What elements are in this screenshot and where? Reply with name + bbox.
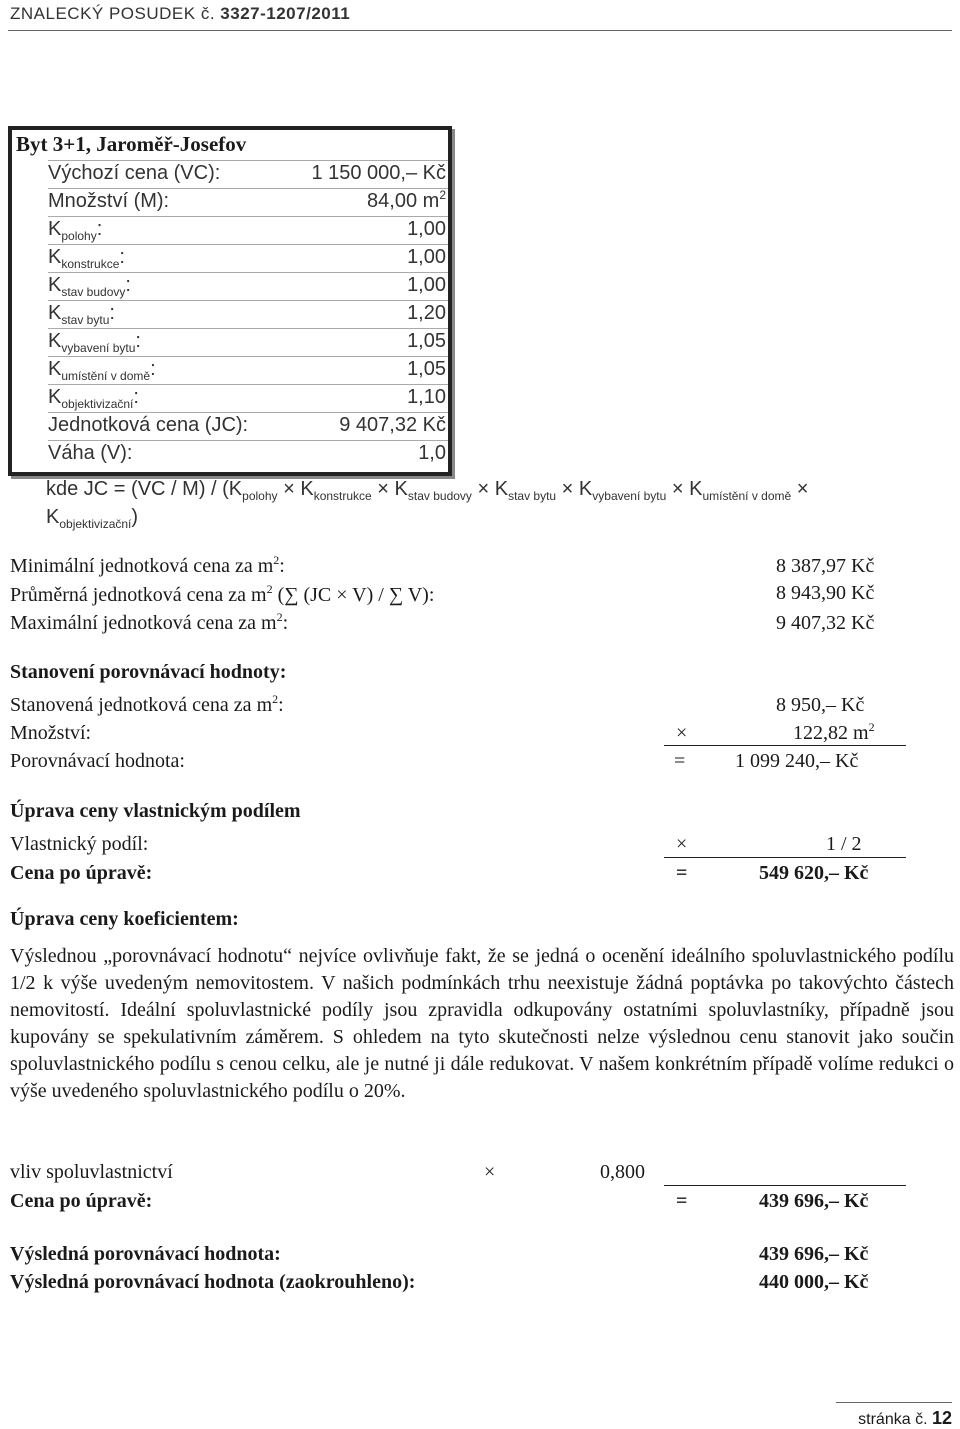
box-row — [48, 160, 448, 189]
box-row — [48, 328, 448, 357]
box-row — [48, 300, 448, 329]
comparative-value-operator: = — [674, 750, 686, 772]
box-row-label: Váha (V): — [48, 442, 133, 464]
box-row — [48, 440, 448, 469]
share-value: 1 / 2 — [826, 833, 862, 855]
adjusted-price-2-operator: = — [676, 1190, 688, 1212]
min-price-value: 8 387,97 Kč — [776, 555, 875, 577]
box-row-value: 1,20 — [407, 302, 446, 324]
avg-price-value: 8 943,90 Kč — [776, 582, 875, 604]
unit-price-label: Stanovená jednotková cena za $m^2$: — [10, 692, 284, 716]
box-title: Byt 3+1, Jaroměř-Josefov — [16, 132, 247, 156]
adjusted-price-label: Cena po úpravě: — [10, 862, 153, 884]
header-number: 3327-1207/2011 — [220, 4, 351, 23]
rounded-result-label: Výsledná porovnávací hodnota (zaokrouhleno): — [10, 1271, 416, 1293]
footer-rule — [836, 1402, 952, 1403]
valuation-box — [8, 126, 452, 476]
co-ownership-value: 0,800 — [600, 1161, 645, 1183]
box-row-value: 1,0 — [418, 442, 446, 464]
uprava-podil-heading: Úprava ceny vlastnickým podílem — [10, 800, 301, 822]
box-row-label: $K_{umístění v domě}$: — [48, 358, 156, 383]
page-label: stránka č. — [858, 1411, 928, 1428]
comparative-value: 1 099 240,– Kč — [735, 750, 859, 772]
box-row — [48, 188, 448, 217]
avg-price-label: Průměrná jednotková cena za $m^2$ (∑ (JC × V) / ∑ V): — [10, 582, 435, 606]
quantity-operator: × — [676, 722, 688, 744]
box-row-value: 84,00 $m^2$ — [367, 188, 446, 212]
box-row-label: $K_{polohy}$: — [48, 218, 103, 243]
co-ownership-operator: × — [484, 1161, 496, 1183]
stanoveni-heading: Stanovení porovnávací hodnoty: — [10, 661, 287, 683]
box-row-value: 1,05 — [407, 358, 446, 380]
adjusted-price-2-label: Cena po úpravě: — [10, 1190, 153, 1212]
comparative-value-label: Porovnávací hodnota: — [10, 750, 185, 772]
box-row-label: $K_{objektivizační}$: — [48, 386, 139, 411]
box-row-value: 1,00 — [407, 246, 446, 268]
explanation-paragraph: Výslednou „porovnávací hodnotu“ nejvíce ovlivňuje fakt, že se jedná o ocenění ideálního spoluvlastnického podílu 1/2 k výše uvedeným nemovitostem. V našich podmínkách trhu neexistuje žádná poptávka po takovýchto částech nemovitostí. Ideální spoluvlastnické podíly jsou zpravidla odkupovány ostatními spoluvlastníky, případně jsou kupovány se spekulativním záměrem. S ohledem na tyto skutečnosti nelze výslednou cenu stanovit jako součin spoluvlastnického podílu s cenou celku, ale je nutné ji dále redukovat. V našem konkrétním případě volíme redukci o výše uvedeného spoluvlastnického podílu o 20%. — [10, 945, 954, 1102]
co-ownership-label: vliv spoluvlastnictví — [10, 1161, 173, 1183]
share-operator: × — [676, 833, 688, 855]
box-row-label: Množství (M): — [48, 190, 170, 212]
box-row-value: 1,00 — [407, 274, 446, 296]
box-row-value: 1,10 — [407, 386, 446, 408]
max-price-label: Maximální jednotková cena za $m^2$: — [10, 610, 289, 634]
box-row — [48, 216, 448, 245]
box-row — [48, 244, 448, 273]
quantity-rule — [664, 745, 906, 746]
unit-price-value: 8 950,– Kč — [776, 694, 865, 716]
formula-line-2: $K_{objektivizační}$) — [46, 506, 139, 531]
share-label: Vlastnický podíl: — [10, 833, 149, 855]
formula-line-1: kde JC = $(VC / M) / (K_{polohy} \times K_{konstrukce} \times K_{stav budovy} \times K_{stav bytu} \times K_{vybavení bytu} \times K_{umístění v domě}$ × — [46, 478, 809, 503]
box-row — [48, 272, 448, 301]
share-rule — [664, 857, 906, 858]
box-row — [48, 384, 448, 413]
quantity-value: 122,82 $m^2$ — [793, 720, 875, 744]
box-row-value: 1 150 000,– Kč — [311, 162, 446, 184]
result-label: Výsledná porovnávací hodnota: — [10, 1243, 281, 1265]
box-row-value: 1,05 — [407, 330, 446, 352]
max-price-value: 9 407,32 Kč — [776, 612, 875, 634]
header-title: ZNALECKÝ POSUDEK č. — [10, 4, 216, 23]
uprava-koef-heading: Úprava ceny koeficientem: — [10, 908, 239, 930]
adjusted-price-operator: = — [676, 862, 688, 884]
result-value: 439 696,– Kč — [759, 1243, 869, 1265]
box-row — [48, 356, 448, 385]
box-row-label: $K_{stav bytu}$: — [48, 302, 115, 327]
min-price-label: Minimální jednotková cena za $m^2$: — [10, 553, 285, 577]
quantity-label: Množství: — [10, 722, 92, 744]
adjusted-price-value: 549 620,– Kč — [759, 862, 869, 884]
document-header — [10, 4, 350, 24]
header-rule — [8, 30, 952, 31]
box-row — [48, 412, 448, 441]
rounded-result-value: 440 000,– Kč — [759, 1271, 869, 1293]
box-row-label: $K_{konstrukce}$: — [48, 246, 125, 271]
box-row-label: $K_{vybavení bytu}$: — [48, 330, 141, 355]
page-number: 12 — [931, 1408, 952, 1428]
page-footer — [858, 1408, 952, 1429]
co-ownership-rule — [664, 1185, 906, 1186]
box-row-value: 1,00 — [407, 218, 446, 240]
adjusted-price-2-value: 439 696,– Kč — [759, 1190, 869, 1212]
box-row-label: $K_{stav budovy}$: — [48, 274, 131, 299]
box-row-value: 9 407,32 Kč — [339, 414, 446, 436]
box-row-label: Výchozí cena (VC): — [48, 162, 221, 184]
box-row-label: Jednotková cena (JC): — [48, 414, 249, 436]
